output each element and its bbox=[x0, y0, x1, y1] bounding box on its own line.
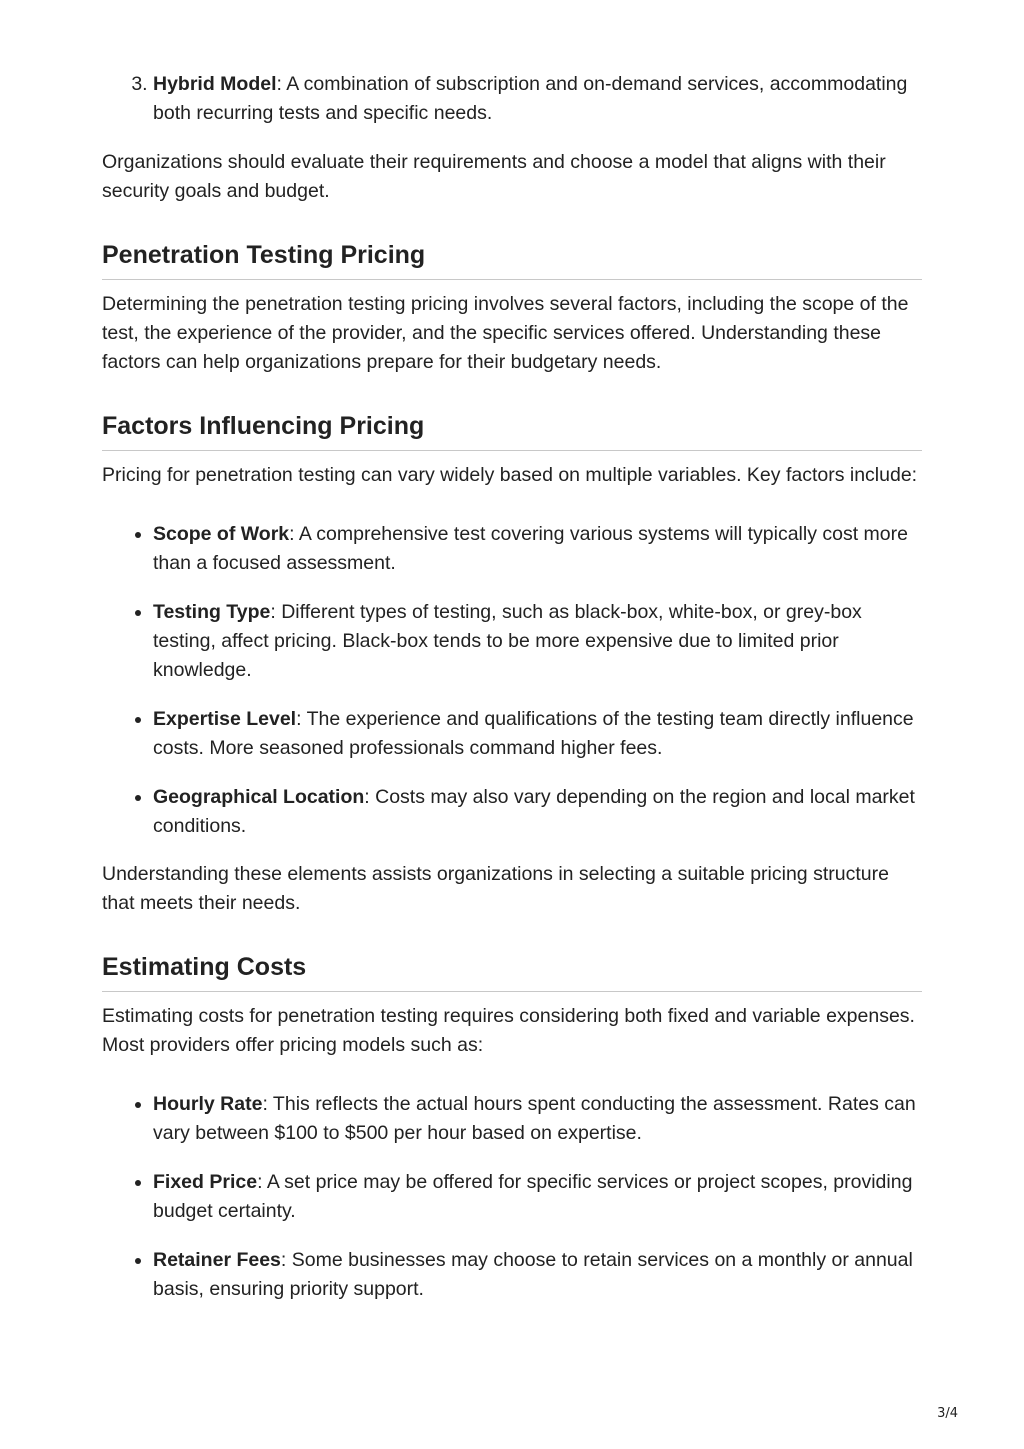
section-heading-pricing: Penetration Testing Pricing bbox=[102, 240, 922, 280]
list-item-term: Hourly Rate bbox=[153, 1093, 263, 1115]
section-paragraph: Determining the penetration testing pricing involves several factors, including the scope of the test, the experience of the provider, and the specific services offered. Understanding these factors can help organizations prepare for their budgetary needs. bbox=[102, 293, 909, 373]
pricing-models-list bbox=[102, 70, 922, 128]
list-item-term: Scope of Work bbox=[153, 523, 290, 545]
list-item bbox=[153, 1246, 922, 1304]
list-item-desc: : A set price may be offered for specific services or project scopes, providing budget certainty. bbox=[153, 1171, 913, 1222]
list-item-desc: : Different types of testing, such as black-box, white-box, or grey-box testing, affect pricing. Black-box tends to be more expensive due to limited prior knowledge. bbox=[153, 601, 862, 681]
section-paragraph: Estimating costs for penetration testing requires considering both fixed and variable expenses. Most providers offer pricing models such as: bbox=[102, 1005, 915, 1056]
list-item-desc: : A combination of subscription and on-demand services, accommodating both recurring tests and specific needs. bbox=[153, 73, 908, 124]
list-item bbox=[153, 1168, 922, 1226]
list-item bbox=[153, 70, 922, 128]
list-item bbox=[153, 705, 922, 763]
section-paragraph: Pricing for penetration testing can vary widely based on multiple variables. Key factors include: bbox=[102, 464, 918, 486]
pricing-models-bullets bbox=[102, 1090, 922, 1304]
list-item-term: Hybrid Model bbox=[153, 73, 277, 95]
list-item-term: Retainer Fees bbox=[153, 1249, 281, 1271]
page-number: 3/4 bbox=[937, 1406, 958, 1421]
list-item-term: Expertise Level bbox=[153, 708, 297, 730]
list-item-term: Fixed Price bbox=[153, 1171, 258, 1193]
section-heading-factors: Factors Influencing Pricing bbox=[102, 411, 922, 451]
list-item bbox=[153, 598, 922, 685]
list-item-desc: : This reflects the actual hours spent conducting the assessment. Rates can vary between $100 to $500 per hour based on expertise. bbox=[153, 1093, 916, 1144]
list-item-term: Testing Type bbox=[153, 601, 271, 623]
section-heading-estimating: Estimating Costs bbox=[102, 952, 922, 992]
list-item-desc: : The experience and qualifications of the testing team directly influence costs. More seasoned professionals command higher fees. bbox=[153, 708, 914, 759]
list-item-term: Geographical Location bbox=[153, 786, 365, 808]
list-item bbox=[153, 520, 922, 578]
list-item bbox=[153, 1090, 922, 1148]
list-item-desc: : A comprehensive test covering various systems will typically cost more than a focused assessment. bbox=[153, 523, 908, 574]
list-item-desc: : Some businesses may choose to retain services on a monthly or annual basis, ensuring priority support. bbox=[153, 1249, 913, 1300]
list-item bbox=[153, 783, 922, 841]
document-page bbox=[102, 70, 922, 1323]
section-closing-paragraph: Understanding these elements assists organizations in selecting a suitable pricing structure that meets their needs. bbox=[102, 863, 889, 914]
list-item-desc: : Costs may also vary depending on the region and local market conditions. bbox=[153, 786, 915, 837]
intro-paragraph: Organizations should evaluate their requirements and choose a model that aligns with their security goals and budget. bbox=[102, 151, 886, 202]
factors-list bbox=[102, 520, 922, 841]
